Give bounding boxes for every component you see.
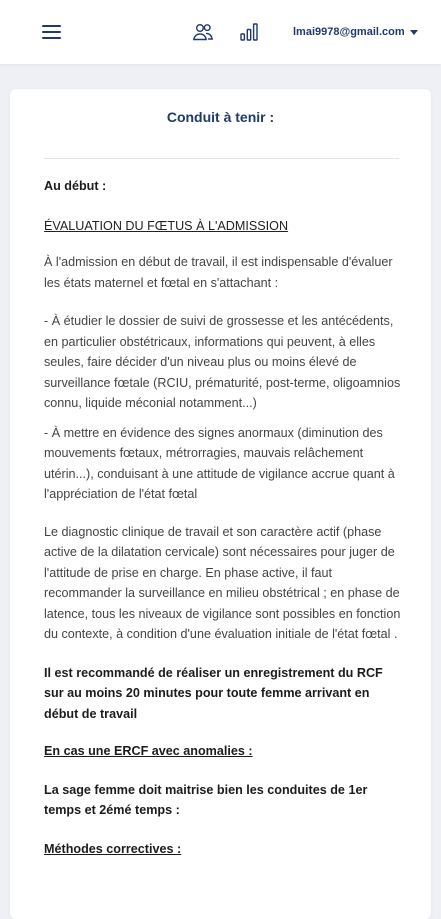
section-heading-methodes: Méthodes correctives : [44, 841, 182, 856]
paragraph-diagnostic: Le diagnostic clinique de travail et son caractère actif (phase active de la dilatation cervicale) sont nécessaires pour juger de l'attitude de prise en charge. En phase active, il faut recommander la surveillance en milieu obstétrical ; en phase de latence, tous les niveaux de vigilance sont possibles en fonction du contexte, à condition d'une évaluation initiale de l'état fœtal . [44, 524, 401, 641]
content-card [10, 89, 431, 919]
section-heading-evaluation: ÉVALUATION DU FŒTUS À L'ADMISSION [44, 218, 289, 233]
users-icon[interactable] [191, 20, 215, 44]
top-navbar [0, 0, 441, 64]
paragraph-signes-anormaux: - À mettre en évidence des signes anormaux (diminution des mouvements fœtaux, métrorragies, mauvais relâchement utérin...), conduisant à une attitude de vigilance accrue quant à l'appréciation de l'état fœtal [44, 425, 395, 501]
card-title: Conduit à tenir : [166, 109, 275, 125]
caret-down-icon [410, 30, 418, 35]
paragraph-sage-femme: La sage femme doit maitrise bien les conduites de 1er temps et 2émé temps : [44, 782, 368, 817]
paragraph-admission: À l'admission en début de travail, il est indispensable d'évaluer les états maternel et fœtal en s'attachant : [44, 255, 393, 290]
hamburger-menu-icon[interactable] [40, 21, 64, 43]
section-heading-ercf: En cas une ERCF avec anomalies : [44, 744, 253, 758]
paragraph-recommandation-rcf: Il est recommandé de réaliser un enregistrement du RCF sur au moins 20 minutes pour toute femme arrivant en début de travail [44, 665, 383, 721]
section-label-debut: Au début : [44, 179, 107, 193]
divider [44, 158, 399, 159]
paragraph-dossier: - À étudier le dossier de suivi de grossesse et les antécédents, en particulier obstétricaux, informations qui peuvent, à elles seules, faire décider d'un niveau plus ou moins élevé de surveillance fœtale (RCIU, prématurité, post-terme, oligoamnios connu, liquide méconial notamment...) [44, 314, 401, 410]
article-content [44, 176, 404, 859]
account-email: lmai9978@gmail.com [293, 26, 405, 38]
account-dropdown[interactable] [293, 24, 418, 40]
bar-chart-icon[interactable] [237, 20, 261, 44]
